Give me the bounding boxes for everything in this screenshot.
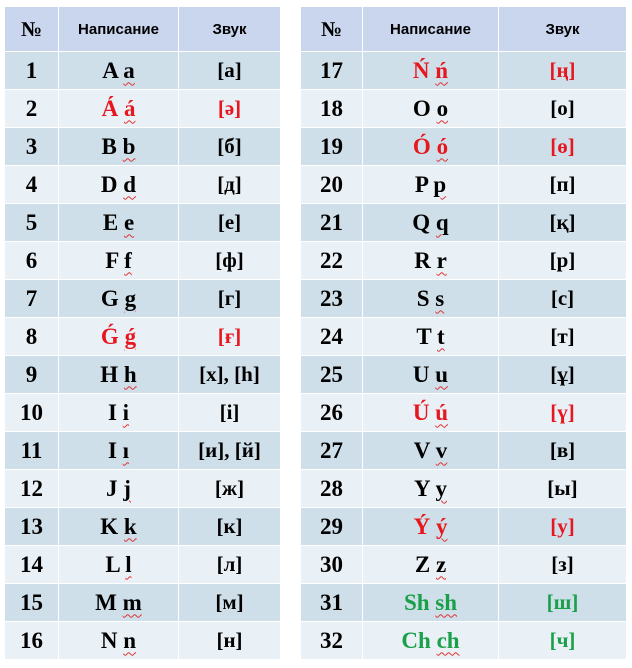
lowercase-letter: ú: [435, 399, 449, 425]
table-row: [5, 204, 281, 242]
table-row: [301, 432, 627, 470]
lowercase-letter: i: [122, 399, 130, 425]
uppercase-letter: Ǵ: [100, 323, 119, 349]
table-row: [5, 546, 281, 584]
table-row: [5, 584, 281, 622]
letter-writing: [59, 432, 179, 470]
table-row: [301, 280, 627, 318]
letter-writing: [363, 470, 499, 508]
letter-sound: [қ]: [499, 204, 627, 242]
letter-sound: [л]: [179, 546, 281, 584]
table-row: [301, 584, 627, 622]
table-row: [301, 394, 627, 432]
letter-sound: [х], [h]: [179, 356, 281, 394]
lowercase-letter: o: [436, 95, 449, 121]
letter-number: 21: [301, 204, 363, 242]
uppercase-letter: Ń: [412, 57, 430, 83]
lowercase-letter: ch: [436, 627, 460, 653]
table-row: [301, 622, 627, 660]
letter-number: 30: [301, 546, 363, 584]
letter-number: 18: [301, 90, 363, 128]
table-row: [5, 90, 281, 128]
letter-number: 25: [301, 356, 363, 394]
letter-sound: [н]: [179, 622, 281, 660]
uppercase-letter: P: [414, 171, 428, 197]
letter-writing: [363, 622, 499, 660]
table-row: [301, 242, 627, 280]
letter-sound: [е]: [179, 204, 281, 242]
table-row: [301, 204, 627, 242]
table-row: [5, 356, 281, 394]
letter-number: 20: [301, 166, 363, 204]
letter-sound: [ө]: [499, 128, 627, 166]
uppercase-letter: J: [106, 475, 118, 501]
lowercase-letter: ı: [122, 437, 130, 463]
lowercase-letter: h: [123, 361, 137, 387]
letter-writing: [59, 394, 179, 432]
letter-number: 2: [5, 90, 59, 128]
table-row: [301, 52, 627, 90]
table-row: [5, 508, 281, 546]
column-divider: [283, 6, 297, 663]
uppercase-letter: D: [100, 171, 118, 197]
letter-writing: [59, 470, 179, 508]
table-row: [301, 90, 627, 128]
lowercase-letter: ń: [435, 57, 449, 83]
table-row: [5, 128, 281, 166]
uppercase-letter: A: [102, 57, 118, 83]
lowercase-letter: y: [435, 475, 447, 501]
table-row: [301, 356, 627, 394]
letter-sound: [р]: [499, 242, 627, 280]
letter-number: 7: [5, 280, 59, 318]
letter-writing: [59, 508, 179, 546]
uppercase-letter: U: [412, 361, 430, 387]
table-row: [5, 166, 281, 204]
letter-number: 23: [301, 280, 363, 318]
table-row: [5, 432, 281, 470]
table-row: [5, 242, 281, 280]
letter-number: 32: [301, 622, 363, 660]
letter-sound: [ң]: [499, 52, 627, 90]
letter-writing: [363, 394, 499, 432]
uppercase-letter: F: [105, 247, 119, 273]
lowercase-letter: n: [123, 627, 137, 653]
header-number: №: [5, 7, 59, 52]
letter-sound: [ы]: [499, 470, 627, 508]
letter-number: 31: [301, 584, 363, 622]
lowercase-letter: j: [123, 475, 131, 501]
lowercase-letter: b: [122, 133, 136, 159]
table-row: [301, 508, 627, 546]
uppercase-letter: R: [414, 247, 431, 273]
letter-writing: [59, 546, 179, 584]
table-row: [5, 318, 281, 356]
lowercase-letter: s: [435, 285, 445, 311]
uppercase-letter: N: [100, 627, 118, 653]
letter-number: 24: [301, 318, 363, 356]
letter-writing: [59, 52, 179, 90]
uppercase-letter: Ú: [412, 399, 430, 425]
letter-number: 29: [301, 508, 363, 546]
letter-writing: [59, 280, 179, 318]
letter-number: 28: [301, 470, 363, 508]
uppercase-letter: S: [416, 285, 430, 311]
uppercase-letter: Y: [413, 475, 430, 501]
letter-writing: [363, 356, 499, 394]
letter-sound: [ұ]: [499, 356, 627, 394]
uppercase-letter: Z: [414, 551, 431, 577]
letter-number: 1: [5, 52, 59, 90]
uppercase-letter: Sh: [403, 589, 430, 615]
lowercase-letter: a: [123, 57, 135, 83]
letter-writing: [363, 166, 499, 204]
letter-writing: [363, 242, 499, 280]
letter-writing: [59, 90, 179, 128]
letter-sound: [з]: [499, 546, 627, 584]
letter-sound: [у]: [499, 508, 627, 546]
alphabet-table-left: [4, 6, 281, 660]
letter-number: 9: [5, 356, 59, 394]
letter-sound: [б]: [179, 128, 281, 166]
letter-sound: [и], [й]: [179, 432, 281, 470]
lowercase-letter: f: [124, 247, 132, 273]
lowercase-letter: k: [123, 513, 137, 539]
letter-sound: [м]: [179, 584, 281, 622]
letter-number: 27: [301, 432, 363, 470]
letter-writing: [59, 204, 179, 242]
lowercase-letter: ó: [436, 133, 449, 159]
letter-number: 22: [301, 242, 363, 280]
letter-writing: [363, 432, 499, 470]
uppercase-letter: Ch: [401, 627, 431, 653]
letter-writing: [363, 584, 499, 622]
letter-sound: [ғ]: [179, 318, 281, 356]
letter-writing: [363, 318, 499, 356]
letter-writing: [363, 52, 499, 90]
letter-number: 19: [301, 128, 363, 166]
lowercase-letter: ǵ: [124, 323, 137, 349]
letter-writing: [363, 546, 499, 584]
lowercase-letter: p: [433, 171, 447, 197]
letter-sound: [п]: [499, 166, 627, 204]
lowercase-letter: m: [122, 589, 142, 615]
alphabet-table-right: [300, 6, 627, 660]
table-row: [301, 546, 627, 584]
table-row: [5, 280, 281, 318]
letter-writing: [59, 318, 179, 356]
lowercase-letter: l: [125, 551, 132, 577]
letter-sound: [т]: [499, 318, 627, 356]
table-row: [5, 394, 281, 432]
letter-number: 13: [5, 508, 59, 546]
lowercase-letter: u: [435, 361, 449, 387]
table-row: [301, 470, 627, 508]
header-writing: Написание: [59, 7, 179, 52]
letter-number: 11: [5, 432, 59, 470]
lowercase-letter: t: [437, 323, 445, 349]
letter-sound: [ч]: [499, 622, 627, 660]
uppercase-letter: Á: [101, 95, 119, 121]
uppercase-letter: T: [416, 323, 432, 349]
header-number: №: [301, 7, 363, 52]
letter-sound: [ү]: [499, 394, 627, 432]
letter-number: 26: [301, 394, 363, 432]
letter-writing: [363, 90, 499, 128]
uppercase-letter: Ó: [412, 133, 431, 159]
uppercase-letter: L: [105, 551, 120, 577]
letter-sound: [і]: [179, 394, 281, 432]
letter-sound: [к]: [179, 508, 281, 546]
uppercase-letter: H: [100, 361, 119, 387]
letter-number: 17: [301, 52, 363, 90]
uppercase-letter: I: [107, 399, 117, 425]
letter-writing: [59, 622, 179, 660]
lowercase-letter: g: [124, 285, 137, 311]
letter-number: 16: [5, 622, 59, 660]
letter-sound: [с]: [499, 280, 627, 318]
lowercase-letter: r: [436, 247, 447, 273]
letter-sound: [г]: [179, 280, 281, 318]
letter-sound: [ә]: [179, 90, 281, 128]
letter-number: 4: [5, 166, 59, 204]
letter-sound: [а]: [179, 52, 281, 90]
letter-number: 6: [5, 242, 59, 280]
header-row: [301, 7, 627, 52]
header-row: [5, 7, 281, 52]
letter-sound: [в]: [499, 432, 627, 470]
letter-writing: [59, 356, 179, 394]
letter-writing: [363, 508, 499, 546]
letter-number: 15: [5, 584, 59, 622]
letter-number: 5: [5, 204, 59, 242]
uppercase-letter: V: [413, 437, 430, 463]
letter-sound: [ш]: [499, 584, 627, 622]
letter-writing: [363, 128, 499, 166]
uppercase-letter: K: [100, 513, 119, 539]
table-row: [301, 166, 627, 204]
uppercase-letter: G: [100, 285, 119, 311]
letter-number: 3: [5, 128, 59, 166]
table-row: [5, 470, 281, 508]
letter-sound: [ж]: [179, 470, 281, 508]
letter-writing: [59, 242, 179, 280]
header-sound: Звук: [499, 7, 627, 52]
table-row: [301, 128, 627, 166]
letter-writing: [59, 584, 179, 622]
table-row: [5, 622, 281, 660]
table-row: [5, 52, 281, 90]
uppercase-letter: E: [102, 209, 119, 235]
letter-number: 12: [5, 470, 59, 508]
lowercase-letter: á: [123, 95, 136, 121]
letter-writing: [59, 166, 179, 204]
uppercase-letter: Ý: [413, 513, 431, 539]
uppercase-letter: O: [412, 95, 431, 121]
table-row: [301, 318, 627, 356]
lowercase-letter: sh: [435, 589, 458, 615]
letter-writing: [59, 128, 179, 166]
lowercase-letter: ý: [435, 513, 448, 539]
uppercase-letter: B: [101, 133, 117, 159]
uppercase-letter: I: [107, 437, 117, 463]
lowercase-letter: q: [435, 209, 449, 235]
letter-sound: [ф]: [179, 242, 281, 280]
uppercase-letter: Q: [412, 209, 431, 235]
letter-sound: [о]: [499, 90, 627, 128]
letter-writing: [363, 204, 499, 242]
letter-number: 8: [5, 318, 59, 356]
lowercase-letter: v: [435, 437, 448, 463]
header-writing: Написание: [363, 7, 499, 52]
letter-sound: [д]: [179, 166, 281, 204]
lowercase-letter: d: [123, 171, 137, 197]
lowercase-letter: e: [123, 209, 135, 235]
letter-writing: [363, 280, 499, 318]
letter-number: 14: [5, 546, 59, 584]
lowercase-letter: z: [435, 551, 447, 577]
uppercase-letter: M: [95, 589, 117, 615]
letter-number: 10: [5, 394, 59, 432]
header-sound: Звук: [179, 7, 281, 52]
